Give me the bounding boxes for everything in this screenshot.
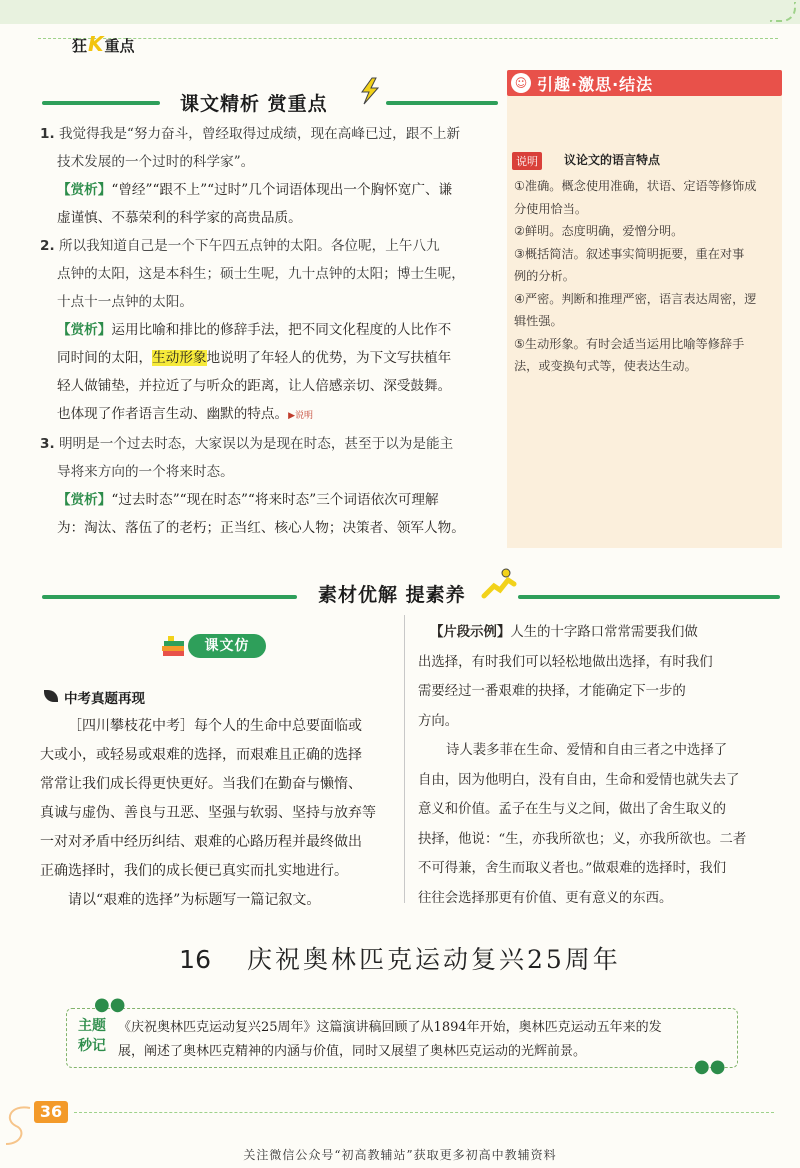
prompt-block xyxy=(40,712,396,915)
section1-bar-left xyxy=(42,101,160,105)
prompt-line: ［四川攀枝花中考］每个人的生命中总要面临或 xyxy=(68,718,362,734)
runner-icon xyxy=(478,566,518,600)
item1-analysis-line2: 虚谨慎、不慕荣利的科学家的高贵品质。 xyxy=(57,210,302,226)
sidebar-line: ⑤生动形象。有时会适当运用比喻等修辞手 xyxy=(514,336,745,351)
theme-label-line2: 秒记 xyxy=(78,1038,106,1054)
sample-block xyxy=(418,618,780,913)
item3-quote xyxy=(40,430,500,458)
section2-title: 素材优解 提素养 xyxy=(318,584,466,606)
brand-prefix: 狂 xyxy=(72,37,88,55)
sample-line: 出选择，有时我们可以轻松地做出选择，有时我们 xyxy=(418,654,713,670)
item2-analysis-line2 xyxy=(40,344,500,372)
item1-tag: 【赏析】 xyxy=(57,182,112,198)
item2-quote-line2: 点钟的太阳，这是本科生；硕士生呢，九十点钟的太阳；博士生呢， xyxy=(57,266,465,282)
books-icon xyxy=(160,634,186,658)
prompt-line: 正确选择时，我们的成长便已真实而扎实地进行。 xyxy=(40,863,348,879)
page-number: 36 xyxy=(34,1101,68,1123)
sample-line: 需要经过一番艰难的抉择，才能确定下一步的 xyxy=(418,684,686,699)
section1-bar-right xyxy=(386,101,498,105)
top-band xyxy=(0,0,800,24)
sidebar-line: ③概括简洁。叙述事实简明扼要，重在对事 xyxy=(514,246,745,261)
sidebar-line: 例的分析。 xyxy=(514,269,575,283)
sample-line: 往往会选择那更有价值、更有意义的东西。 xyxy=(418,890,673,906)
item3-number: 3. xyxy=(40,436,55,452)
item2-analysis-line2a: 同时间的太阳， xyxy=(57,350,153,366)
zhongkao-title: 中考真题再现 xyxy=(64,691,145,707)
prompt-line: 真诚与虚伪、善良与丑恶、坚强与软弱、坚持与放弃等 xyxy=(40,805,376,821)
prompt-line: 一对对矛盾中经历纠结、艰难的心路历程并最终做出 xyxy=(40,834,362,850)
brand-logo xyxy=(72,32,135,56)
item1-quote xyxy=(40,120,500,148)
explain-tag: 说明 xyxy=(512,152,542,170)
theme-line2: 展，阐述了奥林匹克精神的内涵与价值，同时又展望了奥林匹克运动的光辉前景。 xyxy=(118,1044,587,1059)
item1-quote-line2: 技术发展的一个过时的科学家”。 xyxy=(57,154,255,170)
theme-label-line1: 主题 xyxy=(78,1018,106,1034)
item2-analysis xyxy=(40,316,500,344)
item3-analysis xyxy=(40,486,500,514)
item3-quote-line2: 导将来方向的一个将来时态。 xyxy=(57,464,234,480)
item2-analysis-line3: 轻人做铺垫，并拉近了与听众的距离，让人倍感亲切、深受鼓舞。 xyxy=(57,378,452,394)
item2-number: 2. xyxy=(40,238,55,254)
sidebar-line: ②鲜明。态度明确，爱憎分明。 xyxy=(514,224,684,238)
item2-analysis-line4 xyxy=(40,400,500,430)
item2-analysis-line2b: 地说明了年轻人的优势，为下文写扶植年 xyxy=(206,350,452,366)
sidebar-line: 分使用恰当。 xyxy=(514,201,588,216)
open-quote-icon: ●● xyxy=(94,994,126,1015)
close-quote-icon: ●● xyxy=(694,1056,726,1077)
sidebar-header-text: 引趣·激思·结法 xyxy=(537,75,654,94)
smile-icon: ☺ xyxy=(511,73,531,93)
note-reference-link[interactable]: ▶说明 xyxy=(288,411,314,421)
item2-quote xyxy=(40,232,500,260)
sidebar-line: 辑性强。 xyxy=(514,314,563,328)
sample-line: 自由，因为他明白，没有自由，生命和爱情也就失去了 xyxy=(418,772,740,788)
chapter-title xyxy=(0,940,800,976)
item1-analysis xyxy=(40,176,500,204)
highlight-text: 生动形象 xyxy=(152,350,207,366)
section2-bar-right xyxy=(518,595,780,599)
sample-tag: 【片段示例】 xyxy=(430,625,511,640)
item1-number: 1. xyxy=(40,126,55,142)
sample-line: 方向。 xyxy=(418,713,459,729)
theme-text xyxy=(118,1016,736,1064)
top-dashed-rule xyxy=(38,38,778,39)
page-dashed-rule xyxy=(74,1112,774,1113)
sample-line-text: 人生的十字路口常常需要我们做 xyxy=(510,625,698,640)
item3-tag: 【赏析】 xyxy=(57,492,112,508)
sample-line: 不可得兼，舍生而取义者也。”做艰难的选择时，我们 xyxy=(418,861,727,876)
sidebar-list xyxy=(514,175,780,378)
theme-line1: 《庆祝奥林匹克运动复兴25周年》这篇演讲稿回顾了从1894年开始，奥林匹克运动五年来的发 xyxy=(118,1020,662,1035)
section2-bar-left xyxy=(42,595,297,599)
prompt-line: 常常让我们成长得更快更好。当我们在勤奋与懒惰、 xyxy=(40,776,362,792)
sidebar-line: ①准确。概念使用准确，状语、定语等修饰成 xyxy=(514,179,757,193)
item2-quote-line3: 十点十一点钟的太阳。 xyxy=(57,294,193,310)
footer-note: 关注微信公众号“初高教辅站”获取更多初高中教辅资料 xyxy=(243,1148,557,1162)
item2-quote-line1: 所以我知道自己是一个下午四五点钟的太阳。各位呢，上午八九 xyxy=(58,238,440,254)
lightning-icon xyxy=(354,76,386,106)
sample-line: 诗人裴多菲在生命、爱情和自由三者之中选择了 xyxy=(446,743,728,758)
explain-title: 议论文的语言特点 xyxy=(564,153,661,167)
item1-quote-line1: 我觉得我是“努力奋斗，曾经取得过成绩，现在高峰已过，跟不上新 xyxy=(58,126,461,142)
prompt-line: 请以“艰难的选择”为标题写一篇记叙文。 xyxy=(68,892,321,908)
item3-analysis-line1: “过去时态”“现在时态”“将来时态”三个词语依次可理解 xyxy=(111,492,439,508)
prompt-line: 大或小，或轻易或艰难的选择，而艰难且正确的选择 xyxy=(40,747,362,763)
sample-line: 意义和价值。孟子在生与义之间，做出了舍生取义的 xyxy=(418,802,726,817)
sample-line: 抉择，他说：“生，亦我所欲也；义，亦我所欲也。二者 xyxy=(418,831,747,847)
chapter-name: 庆祝奥林匹克运动复兴25周年 xyxy=(246,945,621,974)
item2-analysis-line1: 运用比喻和排比的修辞手法，把不同文化程度的人比作不 xyxy=(111,322,452,338)
item3-quote-line1: 明明是一个过去时态，大家误以为是现在时态，甚至于以为是能主 xyxy=(58,436,454,452)
theme-label xyxy=(75,1016,109,1056)
section1-body xyxy=(40,120,500,542)
column-divider xyxy=(404,615,405,903)
sample-line xyxy=(418,618,780,648)
section1-title: 课文精析 赏重点 xyxy=(180,93,328,115)
brand-suffix: 重点 xyxy=(104,37,135,55)
sidebar-line: 法，或变换句式等，使表达生动。 xyxy=(514,359,697,373)
leaf-icon xyxy=(44,690,58,702)
item3-analysis-line2: 为：淘汰、落伍了的老朽；正当红、核心人物；决策者、领军人物。 xyxy=(57,520,465,536)
chapter-number: 16 xyxy=(179,945,211,974)
kewen-badge: 课文仿 xyxy=(188,634,266,658)
sidebar-line: ④严密。判断和推理严密，语言表达周密，逻 xyxy=(514,291,757,306)
item2-tag: 【赏析】 xyxy=(57,322,112,338)
item1-analysis-line1: “曾经”“跟不上”“过时”几个词语体现出一个胸怀宽广、谦 xyxy=(111,182,453,198)
item2-analysis-line4-text: 也体现了作者语言生动、幽默的特点。 xyxy=(57,406,289,422)
brand-k: K xyxy=(88,32,104,56)
